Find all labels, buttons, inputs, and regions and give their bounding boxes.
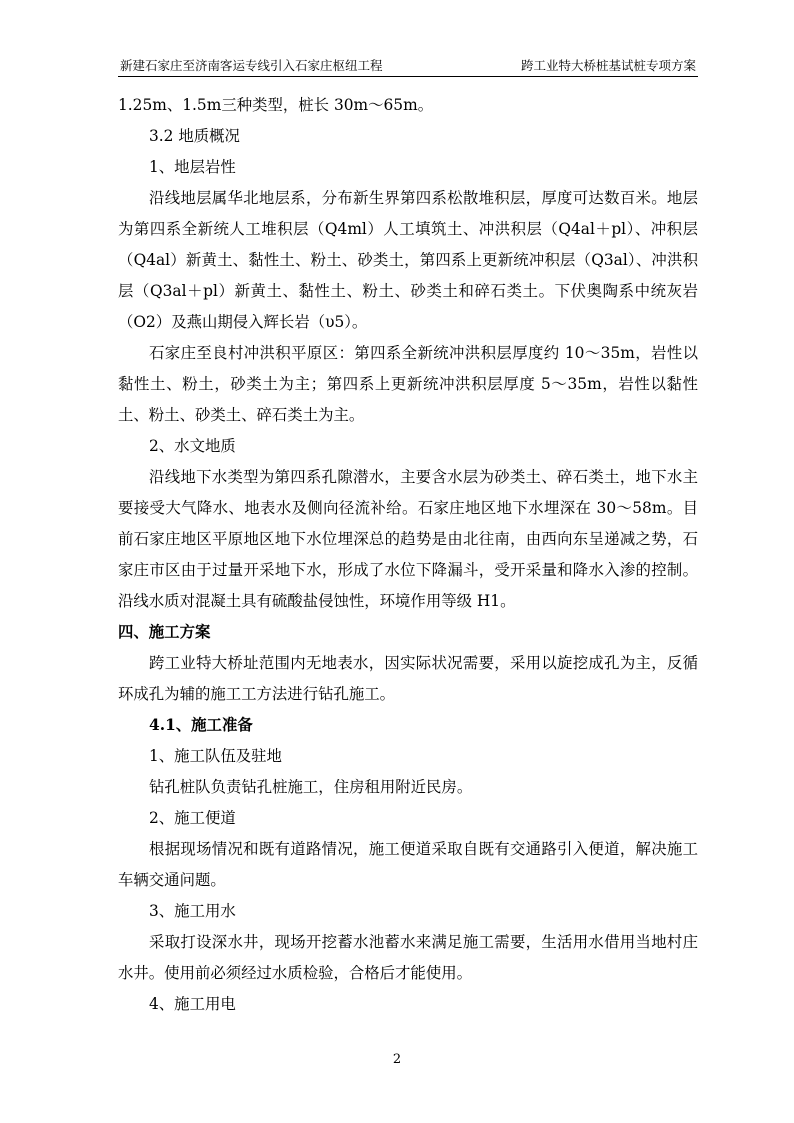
- paragraph-stratum-description: 沿线地层属华北地层系，分布新生界第四系松散堆积层，厚度可达数百米。地层为第四系全新统人工堆积层（Q4ml）人工填筑土、冲洪积层（Q4al＋pl）、冲积层（Q4al）新黄土、黏性土、粉土、砂类土，第四系上更新统冲积层（Q3al）、冲洪积层（Q3al＋pl）新黄土、黏性土、粉土、砂类土和碎石类土。下伏奥陶系中统灰岩（O2）及燕山期侵入辉长岩（υ5）。: [118, 189, 698, 331]
- paragraph-alluvial-plain: 石家庄至良村冲洪积平原区：第四系全新统冲洪积层厚度约 10～35m，岩性以黏性土、粉土，砂类土为主；第四系上更新统冲洪积层厚度 5～35m，岩性以黏性土、粉土、砂类土、碎石类土为主。: [118, 344, 698, 424]
- section-heading-geology-overview: 3.2 地质概况: [149, 127, 240, 145]
- paragraph-groundwater: 沿线地下水类型为第四系孔隙潜水，主要含水层为砂类土、碎石类土，地下水主要接受大气降水、地表水及侧向径流补给。石家庄地区地下水埋深在 30～58m。目前石家庄地区平原地区地下水位埋深总的趋势是由北往南，由西向东呈递减之势，石家庄市区由于过量开采地下水，形成了水位下降漏斗，受开采量和降水入渗的控制。沿线水质对混凝土具有硫酸盐侵蚀性，环境作用等级 H1。: [118, 468, 698, 610]
- subheading-hydrogeology: 2、水文地质: [149, 437, 236, 455]
- subheading-power-supply: 4、施工用电: [149, 995, 236, 1013]
- header-divider: [118, 76, 698, 77]
- paragraph-team-and-camp: 钻孔桩队负责钻孔桩施工，住房租用附近民房。: [149, 778, 473, 796]
- chapter-heading-construction-plan: 四、施工方案: [118, 623, 211, 641]
- paragraph-water-supply: 采取打设深水井，现场开挖蓄水池蓄水来满足施工需要，生活用水借用当地村庄水井。使用前必须经过水质检验，合格后才能使用。: [118, 933, 698, 982]
- page-number: 2: [392, 1052, 402, 1067]
- subheading-access-road: 2、施工便道: [149, 809, 236, 827]
- subheading-stratum-lithology: 1、地层岩性: [149, 158, 236, 176]
- document-body: [118, 90, 698, 1020]
- subheading-water-supply: 3、施工用水: [149, 902, 236, 920]
- section-heading-preparation: 4.1、施工准备: [149, 716, 253, 734]
- paragraph-pile-types: 1.25m、1.5m三种类型，桩长 30m～65m。: [118, 96, 434, 114]
- paragraph-access-road: 根据现场情况和既有道路情况，施工便道采取自既有交通路引入便道，解决施工车辆交通问题。: [118, 840, 698, 889]
- subheading-team-and-camp: 1、施工队伍及驻地: [149, 747, 282, 765]
- page-header: [118, 56, 698, 76]
- paragraph-drilling-method: 跨工业特大桥址范围内无地表水，因实际状况需要，采用以旋挖成孔为主，反循环成孔为辅的施工工方法进行钻孔施工。: [118, 654, 698, 703]
- header-project-title: 新建石家庄至济南客运专线引入石家庄枢纽工程: [120, 58, 383, 73]
- header-document-title: 跨工业特大桥桩基试桩专项方案: [520, 58, 696, 73]
